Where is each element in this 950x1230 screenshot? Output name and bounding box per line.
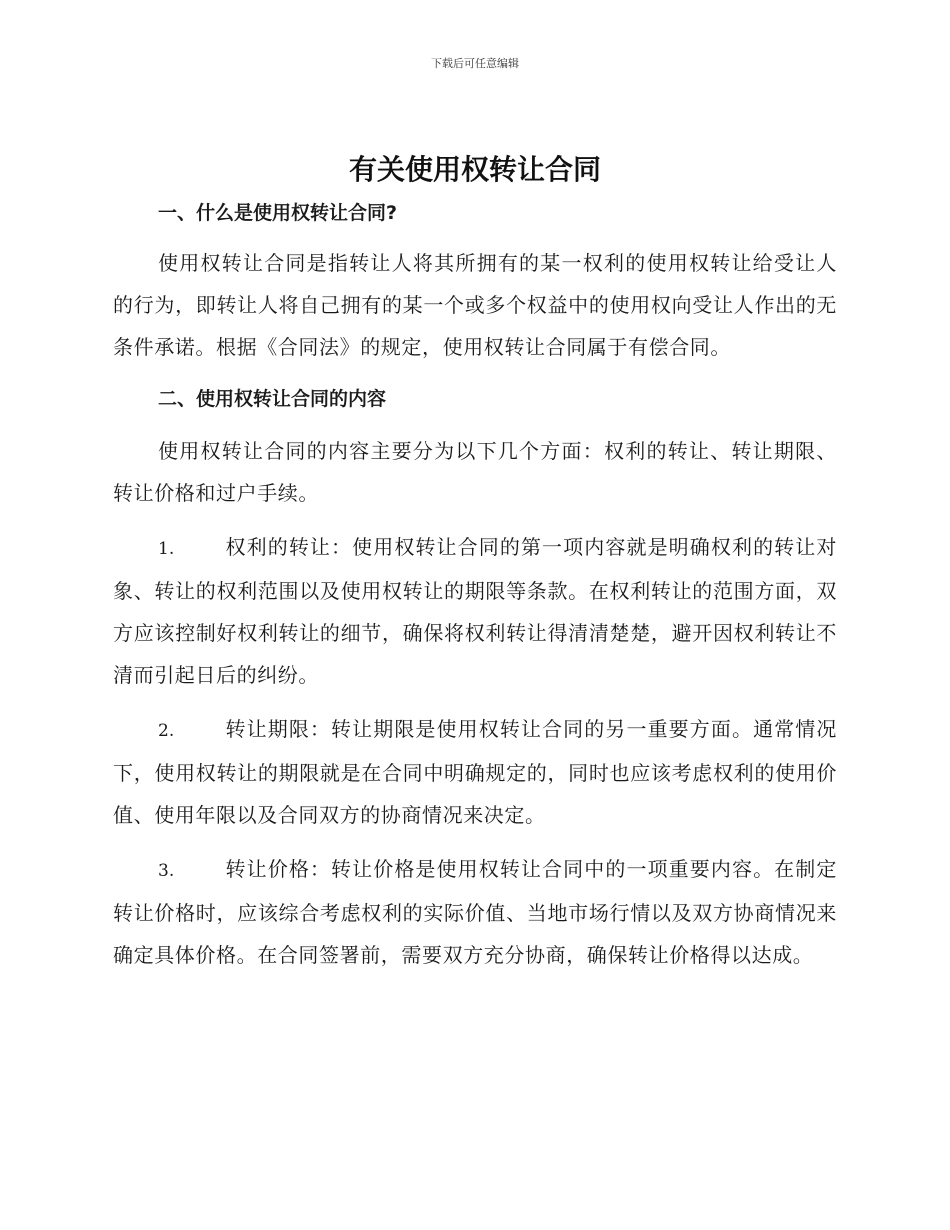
section-1-heading: 一、什么是使用权转让合同?	[158, 202, 398, 224]
list-item-text: 转让期限：转让期限是使用权转让合同的另一重要方面。通常情况下，使用权转让的期限就是在合同中明确规定的，同时也应该考虑权利的使用价值、使用年限以及合同双方的协商情况来决定。	[113, 717, 837, 827]
document-body	[113, 192, 837, 976]
list-item	[113, 708, 837, 836]
list-item-number: 2.	[158, 721, 175, 741]
section-2-paragraph: 使用权转让合同的内容主要分为以下几个方面：权利的转让、转让期限、转让价格和过户手续。	[113, 439, 837, 505]
section-1-paragraph: 使用权转让合同是指转让人将其所拥有的某一权利的使用权转让给受让人的行为，即转让人将自己拥有的某一个或多个权益中的使用权向受让人作出的无条件承诺。根据《合同法》的规定，使用权转让合同属于有偿合同。	[113, 251, 837, 359]
document-title: 有关使用权转让合同	[348, 153, 601, 186]
header-note: 下载后可任意编辑	[431, 57, 519, 70]
list-item-number: 1.	[158, 539, 175, 559]
list-item	[113, 526, 837, 696]
list-item	[113, 848, 837, 976]
section-2-heading: 二、使用权转让合同的内容	[158, 388, 387, 410]
list-item-number: 3.	[158, 861, 175, 881]
list-item-text: 权利的转让：使用权转让合同的第一项内容就是明确权利的转让对象、转让的权利范围以及使用权转让的期限等条款。在权利转让的范围方面，双方应该控制好权利转让的细节，确保将权利转让得清清楚楚，避开因权利转让不清而引起日后的纠纷。	[113, 535, 837, 687]
list-item-text: 转让价格：转让价格是使用权转让合同中的一项重要内容。在制定转让价格时，应该综合考虑权利的实际价值、当地市场行情以及双方协商情况来确定具体价格。在合同签署前，需要双方充分协商，确保转让价格得以达成。	[113, 857, 837, 967]
